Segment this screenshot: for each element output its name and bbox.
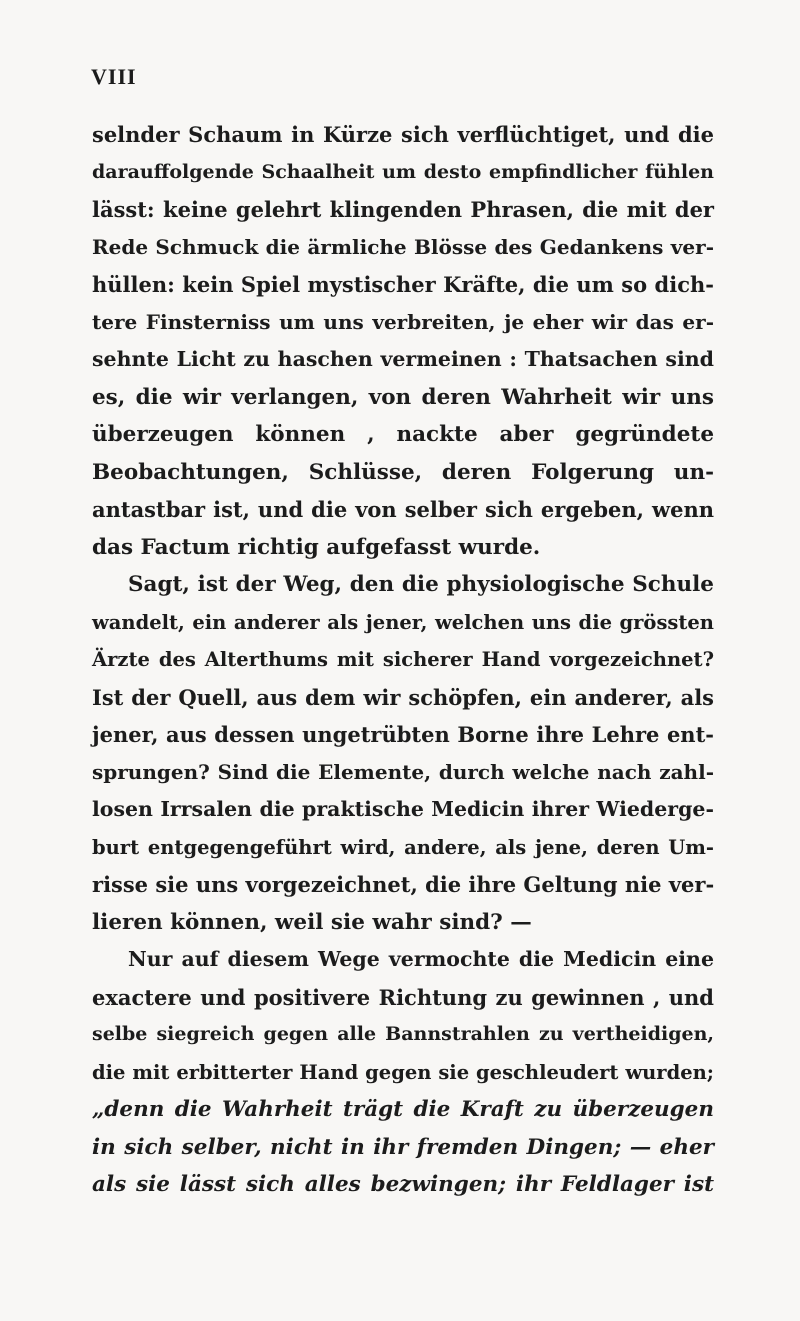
text-line: die mit erbitterter Hand gegen sie geschleudert wurden; (92, 1060, 714, 1084)
text-line: überzeugen können , nackte aber gegründete (92, 422, 714, 447)
text-line: Ärzte des Alterthums mit sicherer Hand vorgezeichnet? (92, 648, 714, 671)
text-line: lässt: keine gelehrt klingenden Phrasen, die mit der (92, 197, 714, 222)
text-line: jener, aus dessen ungetrübten Borne ihre Lehre ent- (92, 722, 714, 747)
text-line: „denn die Wahrheit trägt die Kraft zu überzeugen (92, 1097, 714, 1122)
text-line: sehnte Licht zu haschen vermeinen : Thatsachen sind (92, 347, 714, 371)
text-line: sprungen? Sind die Elemente, durch welche nach zahl- (92, 759, 714, 784)
text-line: es, die wir verlangen, von deren Wahrheit wir uns (92, 384, 714, 410)
text-line: selnder Schaum in Kürze sich verflüchtiget, und die (92, 122, 714, 147)
text-line: Rede Schmuck die ärmliche Blösse des Gedankens ver- (92, 234, 714, 259)
text-line: antastbar ist, und die von selber sich ergeben, wenn (92, 497, 714, 522)
text-line: tere Finsterniss um uns verbreiten, je eher wir das er- (92, 309, 714, 334)
text-line: in sich selber, nicht in ihr fremden Dingen; — eher (92, 1134, 714, 1160)
text-line: burt entgegengeführt wird, andere, als jene, deren Um- (92, 835, 714, 859)
text-line: losen Irrsalen die praktische Medicin ihrer Wiederge- (92, 797, 714, 821)
text-line: hüllen: kein Spiel mystischer Kräfte, die um so dich- (92, 272, 714, 297)
page-number: VIII (91, 64, 137, 89)
text-line: als sie lässt sich alles bezwingen; ihr Feldlager ist (92, 1172, 714, 1197)
text-line: Beobachtungen, Schlüsse, deren Folgerung un- (92, 459, 714, 485)
text-line: Ist der Quell, aus dem wir schöpfen, ein anderer, als (92, 684, 714, 710)
text-line: Sagt, ist der Weg, den die physiologische Schule (128, 572, 714, 597)
text-line: exactere und positivere Richtung zu gewinnen , und (92, 984, 714, 1010)
text-line: selbe siegreich gegen alle Bannstrahlen zu vertheidigen, (92, 1023, 714, 1045)
text-line: wandelt, ein anderer als jener, welchen uns die grössten (92, 610, 714, 634)
text-line: risse sie uns vorgezeichnet, die ihre Geltung nie ver- (92, 872, 715, 897)
text-line: darauffolgende Schaalheit um desto empfindlicher fühlen (92, 160, 714, 183)
text-line: das Factum richtig aufgefasst wurde. (92, 534, 541, 560)
text-line: lieren können, weil sie wahr sind? — (92, 909, 532, 935)
body-text (92, 116, 714, 1204)
text-line: Nur auf diesem Wege vermochte die Medicin eine (128, 947, 714, 971)
